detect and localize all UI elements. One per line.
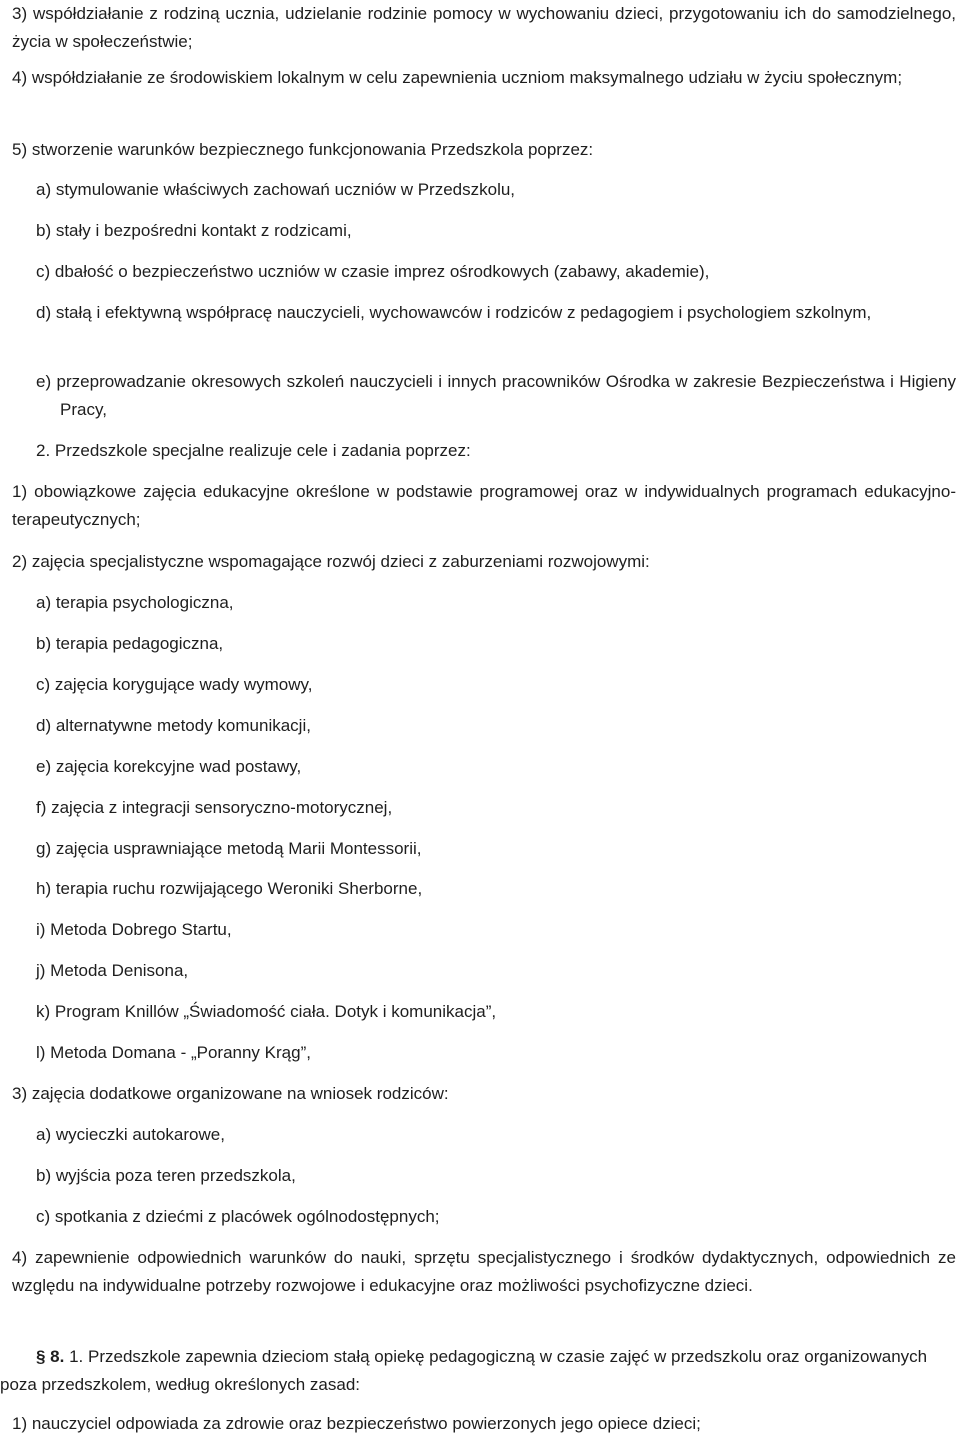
therapy-item-j: j) Metoda Denisona,: [36, 961, 189, 980]
paragraph-item-3b: 3) zajęcia dodatkowe organizowane na wniosek rodziców:: [12, 1084, 449, 1103]
paragraph-item-2: 2) zajęcia specjalistyczne wspomagające rozwój dzieci z zaburzeniami rozwojowymi:: [12, 552, 650, 571]
subitem-c: c) dbałość o bezpieczeństwo uczniów w czasie imprez ośrodkowych (zabawy, akademie),: [36, 262, 710, 281]
therapy-item-e: e) zajęcia korekcyjne wad postawy,: [36, 757, 302, 776]
paragraph-item-5: 5) stworzenie warunków bezpiecznego funkcjonowania Przedszkola poprzez:: [12, 140, 594, 159]
section-8-text: 1. Przedszkole zapewnia dzieciom stałą opiekę pedagogiczną w czasie zajęć w przedszkolu oraz organizowanych poza przedszkolem, według określonych zasad:: [0, 1347, 928, 1394]
subitem-d: d) stałą i efektywną współpracę nauczycieli, wychowawców i rodziców z pedagogiem i psychologiem szkolnym,: [36, 303, 872, 322]
paragraph-item-3: 3) współdziałanie z rodziną ucznia, udzielanie rodzinie pomocy w wychowaniu dzieci, przygotowaniu ich do samodzielnego, życia w społeczeństwie;: [12, 4, 956, 51]
subitem-a: a) stymulowanie właściwych zachowań uczniów w Przedszkolu,: [36, 180, 516, 199]
therapy-item-l: l) Metoda Domana - „Poranny Krąg”,: [36, 1043, 311, 1062]
therapy-item-g: g) zajęcia usprawniające metodą Marii Montessorii,: [36, 839, 422, 858]
therapy-item-h: h) terapia ruchu rozwijającego Weroniki Sherborne,: [36, 879, 423, 898]
extra-item-b: b) wyjścia poza teren przedszkola,: [36, 1166, 296, 1185]
extra-item-a: a) wycieczki autokarowe,: [36, 1125, 225, 1144]
therapy-item-k: k) Program Knillów „Świadomość ciała. Dotyk i komunikacja”,: [36, 1002, 497, 1021]
section-8-paragraph: [0, 1343, 956, 1399]
therapy-item-i: i) Metoda Dobrego Startu,: [36, 920, 232, 939]
subitem-e: e) przeprowadzanie okresowych szkoleń nauczycieli i innych pracowników Ośrodka w zakresie Bezpieczeństwa i Higieny Pracy,: [36, 372, 956, 419]
therapy-item-f: f) zajęcia z integracji sensoryczno-motorycznej,: [36, 798, 393, 817]
therapy-item-c: c) zajęcia korygujące wady wymowy,: [36, 675, 313, 694]
section-marker: § 8.: [36, 1347, 65, 1366]
paragraph-item-4: 4) współdziałanie ze środowiskiem lokalnym w celu zapewnienia uczniom maksymalnego udziału w życiu społecznym;: [12, 68, 903, 87]
section-point-2: 2. Przedszkole specjalne realizuje cele i zadania poprzez:: [36, 441, 471, 460]
subitem-b: b) stały i bezpośredni kontakt z rodzicami,: [36, 221, 352, 240]
paragraph-item-4b: 4) zapewnienie odpowiednich warunków do nauki, sprzętu specjalistycznego i środków dydaktycznych, odpowiednich ze względu na indywidualne potrzeby rozwojowe i edukacyjne oraz możliwości psychofizyczne dzieci.: [12, 1248, 956, 1295]
therapy-item-d: d) alternatywne metody komunikacji,: [36, 716, 311, 735]
extra-item-c: c) spotkania z dziećmi z placówek ogólnodostępnych;: [36, 1207, 440, 1226]
therapy-item-b: b) terapia pedagogiczna,: [36, 634, 224, 653]
therapy-item-a: a) terapia psychologiczna,: [36, 593, 234, 612]
paragraph-item-1: 1) obowiązkowe zajęcia edukacyjne określone w podstawie programowej oraz w indywidualnych programach edukacyjno-terapeutycznych;: [12, 482, 956, 529]
paragraph-rule-1: 1) nauczyciel odpowiada za zdrowie oraz bezpieczeństwo powierzonych jego opiece dzieci;: [12, 1414, 701, 1433]
